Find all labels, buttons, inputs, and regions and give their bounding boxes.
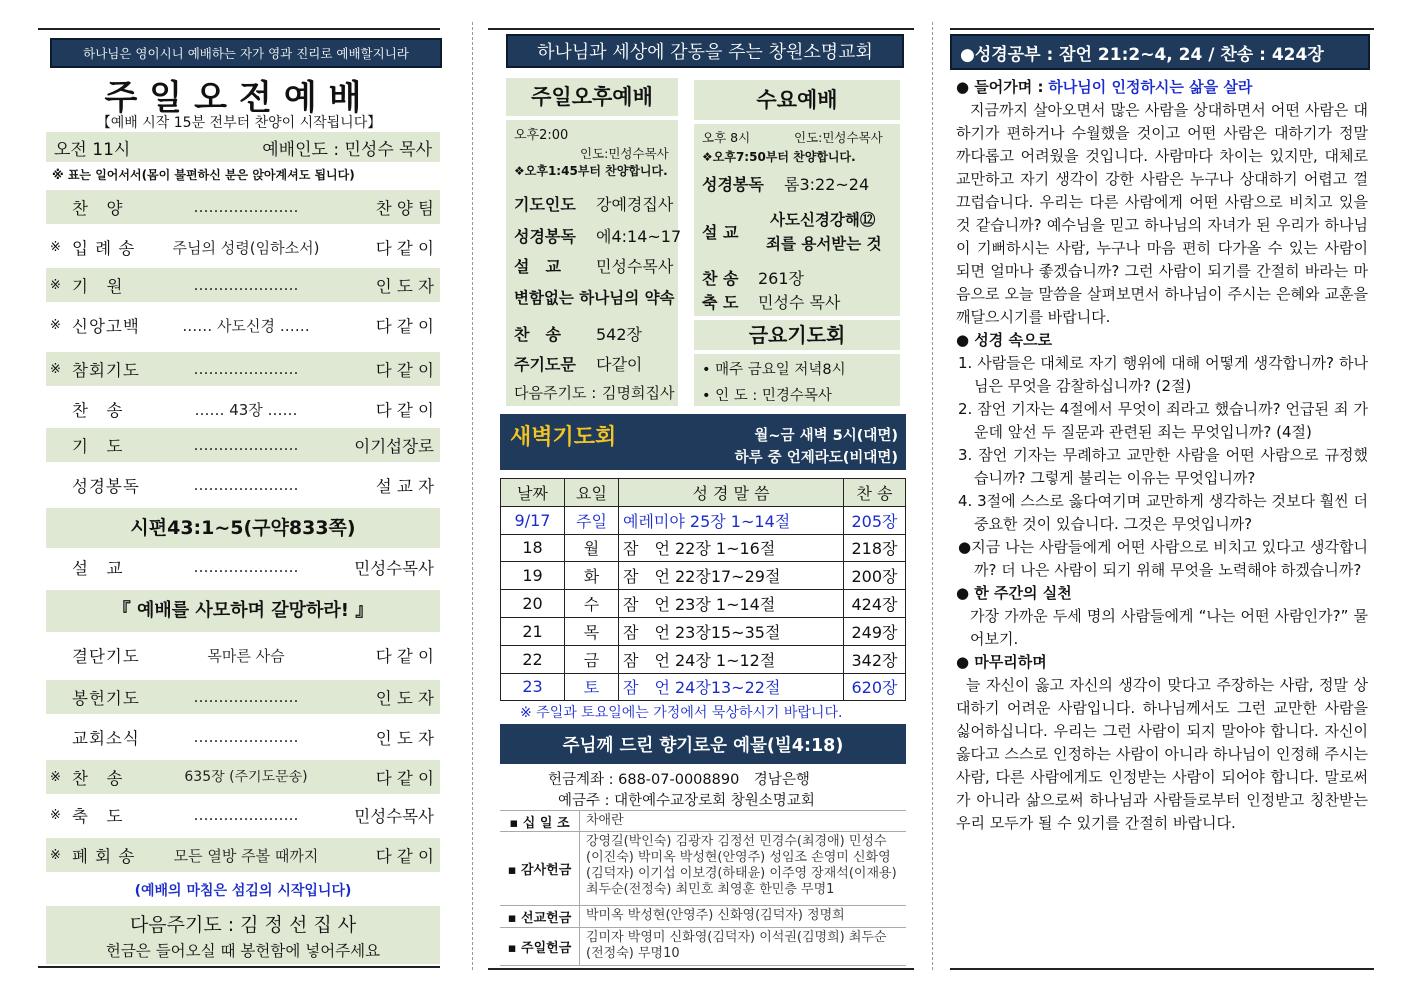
question-5: ●지금 나는 사람들에게 어떤 사람으로 비치고 있다고 생각합니까? 더 나은 사람이 되기 위해 무엇을 노력해야 하겠습니까? [958,538,1368,579]
dawn-row: 18 월 잠 언 22장 1~16절 218장 [501,534,906,562]
church-banner: 하나님과 세상에 감동을 주는 창원소명교회 [506,34,904,68]
sermon-title: 『 예배를 사모하며 갈망하라! 』 [46,590,440,632]
dawn-banner [500,414,906,470]
closing-heading: ● 마무리하며 [956,653,1047,671]
next-prayer: 다음주기도 : 김 정 선 집 사 [129,914,357,936]
column-separator [472,22,473,970]
order-row: 찬 양 ………………… 찬 양 팀 [46,190,440,224]
order-row: 봉헌기도 ………………… 인 도 자 [46,680,440,714]
top-rule [950,28,1374,30]
order-row: 찬 송 …… 43장 …… 다 같 이 [72,400,434,420]
offering-row: ▪ 선교헌금 박미옥 박성현(안영주) 신화영(김덕자) 정명희 [500,906,906,928]
offering-account: 헌금계좌 : 688-07-0008890 경남은행 [548,772,810,788]
service-subtitle: 【예배 시작 15분 전부터 찬양이 시작됩니다】 [96,115,382,131]
dawn-online: 하루 중 언제라도(비대면) [734,450,898,466]
offering-holder: 예금주 : 대한예수교장로회 창원소명교회 [558,793,815,809]
offering-row: ▪ 십 일 조 차애란 [500,810,906,832]
friday-title: 금요기도회 [694,320,900,350]
closing-line: (예배의 마침은 섬김의 시작입니다) [134,883,352,899]
bottom-rule [488,968,914,970]
question-1: 1. 사람들은 대체로 자기 행위에 대해 어떻게 생각합니까? 하나님은 무엇을 감찰하십니까? (2절) [958,354,1368,395]
afternoon-title: 주일오후예배 [506,78,678,116]
verse-banner: 하나님은 영이시니 예배하는 자가 영과 진리로 예배할지니라 [50,38,442,68]
dawn-row: 20 수 잠 언 23장 1~14절 424장 [501,590,906,618]
dawn-row: 21 목 잠 언 23장15~35절 249장 [501,617,906,645]
dawn-row: 23 토 잠 언 24장13~22절 620장 [501,673,906,701]
question-3: 3. 잠언 기자는 무례하고 교만한 사람을 어떤 사람으로 규정했습니까? 그렇게 불리는 이유는 무엇입니까? [958,446,1368,487]
wednesday-title: 수요예배 [694,80,900,120]
offering-row: ▪ 감사헌금 강영길(박인숙) 김광자 김정선 민경수(최경애) 민성수(이진숙) 박미옥 박성현(안영주) 성임조 손영미 신화영(김덕자) 이기섭 이보경(하태윤) 이주영 장재석(이재용) 최두순(전정숙) 최민호 최영훈 한민층 무명1 [500,832,906,906]
question-4: 4. 3절에 스스로 옳다여기며 교만하게 생각하는 것보다 훨씬 더 중요한 것이 있습니다. 그것은 무엇입니까? [958,492,1368,533]
order-row: 기 도 ………………… 이기섭장로 [46,428,440,462]
dawn-note: ※ 주일과 토요일에는 가정에서 묵상하시기 바랍니다. [520,705,843,721]
column-separator [932,22,933,970]
dawn-row: 22 금 잠 언 24장 1~12절 342장 [501,645,906,673]
offering-banner: 주님께 드린 향기로운 예물(빌4:18) [500,724,906,764]
practice-heading: ● 한 주간의 실천 [956,584,1072,602]
order-row: ※ 입 례 송 주님의 성령(임하소서) 다 같 이 [50,238,434,258]
standing-note: ※ 표는 일어서서(몸이 불편하신 분은 앉아계셔도 됩니다) [52,168,355,182]
service-meta [46,132,440,162]
top-rule [38,28,440,30]
closing-paragraph: 늘 자신이 옳고 자신의 생각이 맞다고 주장하는 사람, 정말 상대하기 어려운 사람입니다. 하나님께서도 그런 교만한 사람을 싫어하십니다. 우리는 그런 사람이 되지 말아야 합니다. 자신이 옳다고 스스로 인정하는 사람이 아니라 하나님이 인정해 주시는 사람, 다른 사람에게도 인정받는 사람이 되어야 합니다. 말로써가 아니라 삶으로써 하나님과 사람들로부터 인정받고 칭찬받는 우리 모두가 될 수 있기를 간절히 바랍니다. [956,676,1368,832]
morning-service-column [38,0,440,992]
intro-paragraph: 지금까지 살아오면서 많은 사람을 상대하면서 어떤 사람은 대하기가 편하거나 수월했을 것이고 어떤 사람은 대하기가 정말 까다롭고 어려웠을 것입니다. 사람마다 차이는 있지만, 대체로 교만하고 자기 생각이 강한 사람은 누구나 상대하기 어렵고 껄끄럽습니다. 우리는 다른 사람에게 어떤 사람으로 비치고 있을 것 같습니까? 예수님을 믿고 하나님의 자녀가 된 우리가 하나님이 기뻐하시는 사람, 누구나 마음 편히 다가올 수 있는 사람이 되면 얼마나 좋겠습니까? 그런 사람이 되기를 간절히 바라는 마음으로 오늘 말씀을 살펴보면서 하나님이 주시는 은혜와 교훈을 깨달으시기를 바랍니다. [956,101,1368,326]
study-banner: ●성경공부 : 잠언 21:2~4, 24 / 찬송 : 424장 [950,34,1370,70]
scripture-reference: 시편43:1~5(구약833쪽) [46,508,440,548]
dawn-row: 9/17 주일 예레미야 25장 1~14절 205장 [501,506,906,534]
question-2: 2. 잠언 기자는 4절에서 무엇이 죄라고 했습니까? 언급된 죄 가운데 앞선 두 질문과 관련된 죄는 무엇입니까? (4절) [958,400,1368,441]
dawn-time: 월~금 새벽 5시(대면) [754,428,898,444]
bible-study-column [950,0,1374,992]
order-row: ※ 참회기도 ………………… 다 같 이 [46,352,440,386]
dawn-title: 새벽기도회 [510,425,617,450]
body-heading: ● 성경 속으로 [956,331,1052,349]
offering-row: ▪ 주일헌금 김미자 박영미 신화영(김덕자) 이석권(김명희) 최두순(전정숙) 무명10 [500,928,906,966]
bottom-rule [38,966,440,968]
order-row: 교회소식 ………………… 인 도 자 [72,728,434,748]
dawn-row: 19 화 잠 언 22장17~29절 200장 [501,562,906,590]
footer-box [46,906,440,964]
service-leader: 예배인도 : 민성수 목사 [262,139,432,160]
order-row: ※ 폐 회 송 모든 열방 주볼 때까지 다 같 이 [46,838,440,872]
offering-note: 헌금은 들어오실 때 봉헌함에 넣어주세요 [105,942,381,960]
intro-heading: ● 들어가며 : 하나님이 인정하시는 삶을 살라 [956,78,1253,96]
top-rule [488,28,914,30]
order-row: 성경봉독 ………………… 설 교 자 [72,476,434,496]
order-row: 결단기도 목마른 사슴 다 같 이 [72,646,434,666]
sermon-row: 설 교 ………………… 민성수목사 [72,558,434,578]
study-body [956,76,1368,835]
order-row: ※ 신앙고백 …… 사도신경 …… 다 같 이 [50,316,434,336]
service-title: 주일오전예배 [104,78,374,118]
other-services-column: 하나님과 세상에 감동을 주는 창원소명교회 주일오후예배 오후2:00 인도:민성수목사 ❖오후1:45부터 찬양합니다. 기도인도 강예경집사 성경봉독 에4:14~17 설 교 민성수목사 변함없는 하나님의 약속 찬 송 542장 주기도문 다같이 다음주기도 : 김명희집사 수요예배 오후 8시 인도:민성수목사 ❖오후7:50부터 찬양합니다. 성경봉독 롬3:22~24 설 교 사도신경강해⑫ 죄를 용서받는 것 찬 송 261장 축 도 민성수 목사 금요기도회 • 매주 금요일 저녁8시 • 인 도 : 민경수목사 새벽기도회 월~금 새벽 5시(대면) 하루 중 언제라도(비대면) 날짜 요일 성 경 말 씀 찬 송 9/17 주일 예레미야 25장 1~14절 205장 18 월 잠 언 22장 1~16절 218장 19 화 잠 언 22장17~29절 200장 20 수 잠 언 23장 1~14절 424장 21 목 잠 언 23장15~35절 249장 22 금 잠 언 24장 1~12절 342장 23 토 잠 언 24장13~22절 620장 ※ 주일과 토요일에는 가정에서 묵상하시기 바랍니다. 주님께 드린 향기로운 예물(빌4:18) 헌금계좌 : 688-07-0008890 경남은행 예금주 : 대한예수교장로회 창원소명교회 ▪ 십 일 조 차애란 ▪ 감사헌금 강영길(박인숙) 김광자 김정선 민경수(최경애) 민성수(이진숙) 박미옥 박성현(안영주) 성임조 손영미 신화영(김덕자) 이기섭 이보경(하태윤) 이주영 장재석(이재용) 최두순(전정숙) 최민호 최영훈 한민층 무명1 ▪ 선교헌금 박미옥 박성현(안영주) 신화영(김덕자) 정명희 ▪ 주일헌금 김미자 박영미 신화영(김덕자) 이석권(김명희) 최두순(전정숙) 무명10 [488,0,914,992]
order-row: ※ 찬 송 635장 (주기도문송) 다 같 이 [46,760,440,794]
order-row: ※ 기 원 ………………… 인 도 자 [46,268,440,302]
service-time: 오전 11시 [54,139,131,160]
dawn-schedule-table: 날짜 요일 성 경 말 씀 찬 송 9/17 주일 예레미야 25장 1~14절 205장 18 월 잠 언 22장 1~16절 218장 19 화 잠 언 22장17~29절 200장 20 수 잠 언 23장 1~14절 424장 21 목 잠 언 23장15~35절 249장 22 금 잠 언 24장 1~12절 342장 23 토 잠 언 24장13~22절 620장 [500,478,906,701]
bottom-rule [950,968,1374,970]
practice-paragraph: 가장 가까운 두세 명의 사람들에게 “나는 어떤 사람인가?” 물어보기. [970,607,1368,648]
order-row: ※ 축 도 ………………… 민성수목사 [50,806,434,826]
